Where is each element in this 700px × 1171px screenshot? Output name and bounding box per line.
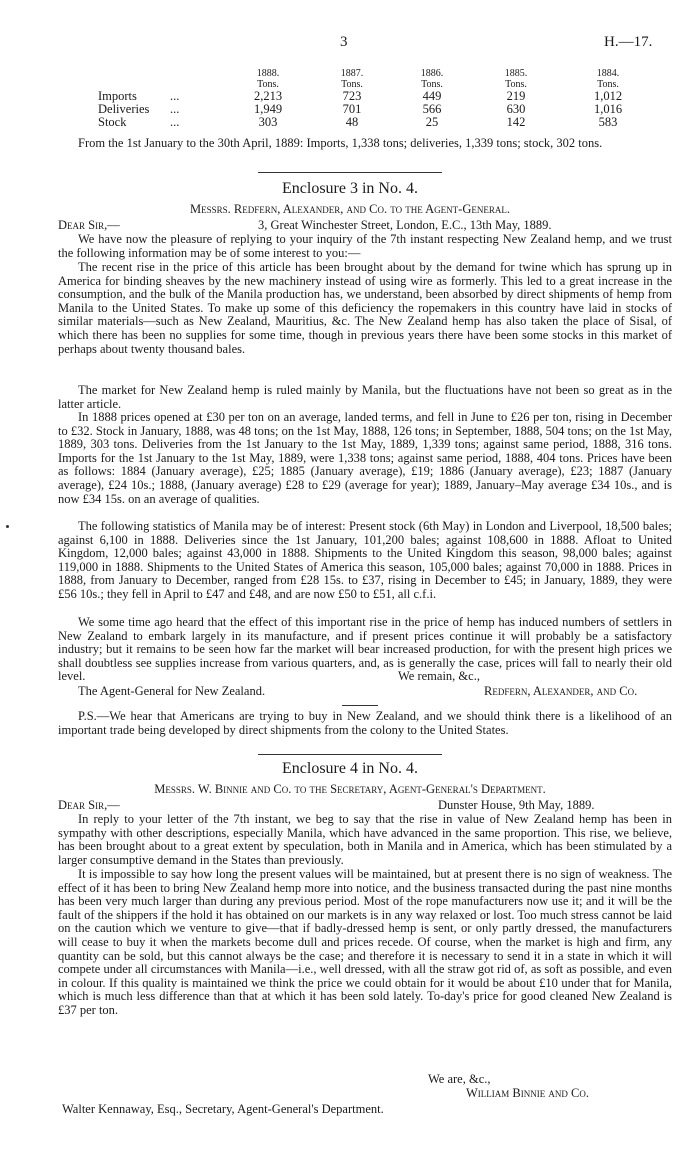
enclosure-4-paragraph: In reply to your letter of the 7th instant, we beg to say that the rise in value of New Zealand hemp has been in sympathy with other descriptions, especially Manila, which have advanced in the same proportion. This rise, we believe, has been brought about to a great extent by speculation, both in Manila and in America, which has been stimulated by a larger consumptive demand in the States than previously. [58, 812, 672, 867]
row-label: Imports [98, 89, 137, 103]
year-header: 1887. [340, 68, 364, 79]
table-cell: 2,213 [253, 89, 283, 103]
enclosure-3-paragraph: The following statistics of Manila may be of interest: Present stock (6th May) in London and Liverpool, 18,500 bales; against 6,100 in 1888. Deliveries since the 1st January, 101,200 bales; against 108,600 in 1888. Afloat to United Kingdom, 12,000 bales; against 43,000 in 1888. Shipments to the United Kingdom this season, 98,000 bales; against 119,000 in 1888. Shipments to the United States of America this season, 105,000 bales; against 70,000 in 1888. Prices in 1888, from January to December, ranged from £28 15s. to £37, rising in December to £45; in January, 1889, they were £56 10s.; they fell in April to £47 and £48, and are now £50 to £51, all c.f.i. [58, 519, 672, 601]
table-cell: 701 [342, 102, 362, 116]
table-cell: 48 [345, 115, 359, 129]
row-label: Deliveries [98, 102, 150, 116]
row-leader: ... [170, 89, 180, 103]
unit-header: Tons. [421, 79, 443, 90]
enclosure-4-closing: We are, &c., [428, 1072, 491, 1086]
year-header: 1886. [420, 68, 444, 79]
table-row [98, 90, 656, 103]
enclosure-4-signature: William Binnie and Co. [466, 1086, 589, 1100]
margin-mark [6, 525, 9, 528]
enclosure-3-salutation: Dear Sir,— [58, 218, 120, 232]
table-cell: 583 [598, 115, 618, 129]
table-cell: 25 [425, 115, 439, 129]
table-cell: 219 [506, 89, 526, 103]
unit-header: Tons. [341, 79, 363, 90]
table-cell: 449 [422, 89, 442, 103]
short-divider [342, 705, 378, 706]
year-header-row [98, 68, 656, 79]
enclosure-3-closing: We remain, &c., [398, 669, 480, 683]
table-row [98, 116, 656, 129]
table-cell: 630 [506, 102, 526, 116]
enclosure-3-addressee: The Agent-General for New Zealand. [78, 684, 266, 698]
year-header: 1884. [596, 68, 620, 79]
enclosure-3-title: Enclosure 3 in No. 4. [282, 180, 418, 197]
unit-header: Tons. [257, 79, 279, 90]
dots-spacer [170, 68, 224, 79]
unit-header: Tons. [505, 79, 527, 90]
enclosure-4-salutation: Dear Sir,— [58, 798, 120, 812]
enclosure-4-paragraph: It is impossible to say how long the present values will be maintained, but at present there is no sign of weakness. The effect of it has been to bring New Zealand hemp more into notice, and the business transacted during the past nine months has been very much larger than during any previous period. Most of the rope manufacturers now use it; and it will be the fault of the shippers if the hold it has obtained on our markets is in any way relaxed or lost. Too much stress cannot be laid on the caution which we venture to give—that if badly-dressed hemp is sent, or only partly dressed, the manufacturers will cease to buy it when the markets become dull and prices recede. Of course, when the market is high and firm, any quantity can be sold, but this cannot always be the case; and therefore it is necessary to send it in a state in which it will compete under all circumstances with Manila—i.e., well dressed, with all the straw got rid of, as soft as possible, and even in colour. If this quality is maintained we think the price we could obtain for it would be about £10 under that for Manila, which is much less difference than that at which it has been sold lately. To-day's price for good cleaned New Zealand is £37 per ton. [58, 867, 672, 1017]
table-cell: 142 [506, 115, 526, 129]
enclosure-4-title: Enclosure 4 in No. 4. [282, 760, 418, 777]
row-leader: ... [170, 115, 180, 129]
table-cell: 566 [422, 102, 442, 116]
label-spacer [98, 68, 170, 79]
stats-note: From the 1st January to the 30th April, 1889: Imports, 1,338 tons; deliveries, 1,339 tons; stock, 302 tons. [78, 136, 603, 150]
section-divider [258, 754, 442, 755]
enclosure-3-paragraph: We some time ago heard that the effect of this important rise in the price of hemp has induced numbers of settlers in New Zealand to embark largely in its manufacture, and if present prices continue it will probably be a satisfactory industry; but it remains to be seen how far the market will bear increased production, for with the present high prices we shall doubtless see supplies increase from various quarters, and, as is generally the case, prices will fall to nearly their old level. [58, 615, 672, 684]
table-cell: 1,016 [593, 102, 623, 116]
enclosure-3-paragraph: In 1888 prices opened at £30 per ton on an average, landed terms, and fell in June to £26 per ton, rising in December to £32. Stock in January, 1888, was 48 tons; on the 1st May, 1888, 126 tons; in September, 1888, 504 tons; on the 1st May, 1889, 303 tons. Deliveries from the 1st January to the 1st May, 1889, 1,339 tons; against same period, 1888, 316 tons. Imports for the 1st January to the 1st May, 1889, were 1,338 tons; against same period, 1888, 404 tons. Prices have been as follows: 1884 (January average), £25; 1885 (January average), £19; 1886 (January average), £23; 1887 (January average), £24 10s.; 1888, (January average) £28 to £29 (average for year); 1889, January–May average £34 10s., and is now £34 15s. on an average of qualities. [58, 410, 672, 506]
enclosure-3-signature: Redfern, Alexander, and Co. [484, 684, 638, 698]
document-reference: H.—17. [604, 34, 653, 50]
year-header: 1888. [256, 68, 280, 79]
enclosure-3-subtitle: Messrs. Redfern, Alexander, and Co. to the Agent-General. [190, 202, 510, 216]
unit-header: Tons. [597, 79, 619, 90]
table-row [98, 103, 656, 116]
page-number: 3 [340, 34, 348, 50]
table-cell: 303 [258, 115, 278, 129]
row-label: Stock [98, 115, 127, 129]
enclosure-3-paragraph: The market for New Zealand hemp is ruled mainly by Manila, but the fluctuations have not been so great as in the latter article. [58, 383, 672, 411]
table-cell: 723 [342, 89, 362, 103]
table-cell: 1,012 [593, 89, 623, 103]
table-cell: 1,949 [253, 102, 283, 116]
year-header: 1885. [504, 68, 528, 79]
enclosure-4-subtitle: Messrs. W. Binnie and Co. to the Secretary, Agent-General's Department. [154, 782, 546, 796]
enclosure-3-address: 3, Great Winchester Street, London, E.C., 13th May, 1889. [258, 218, 552, 232]
unit-header-row [98, 79, 656, 90]
enclosure-4-addressee: Walter Kennaway, Esq., Secretary, Agent-General's Department. [62, 1102, 384, 1116]
row-leader: ... [170, 102, 180, 116]
enclosure-3-paragraph: We have now the pleasure of replying to your inquiry of the 7th instant respecting New Zealand hemp, and we trust the following information may be of some interest to you:— [58, 232, 672, 260]
section-divider [258, 172, 442, 173]
hemp-statistics-table [98, 68, 656, 129]
enclosure-3-paragraph: The recent rise in the price of this article has been brought about by the demand for twine which has sprung up in America for binding sheaves by the new machinery instead of using wire as formerly. This led to a great increase in the consumption, and the bulk of the Manila production has, we understand, been absorbed by direct shipments of hemp from Manila to the United States. To make up some of this deficiency the ropemakers in this country have laid in stocks of similar materials—such as New Zealand, Mauritius, &c. The New Zealand hemp has also taken the place of Sisal, of which there has been no supplies for some time, though in previous years there have been some stocks in this market of perhaps about twenty thousand bales. [58, 260, 672, 356]
enclosure-3-postscript: P.S.—We hear that Americans are trying to buy in New Zealand, and we should think there is a likelihood of an important trade being developed by direct shipments from the colony to the United States. [58, 709, 672, 737]
enclosure-4-address: Dunster House, 9th May, 1889. [438, 798, 595, 812]
